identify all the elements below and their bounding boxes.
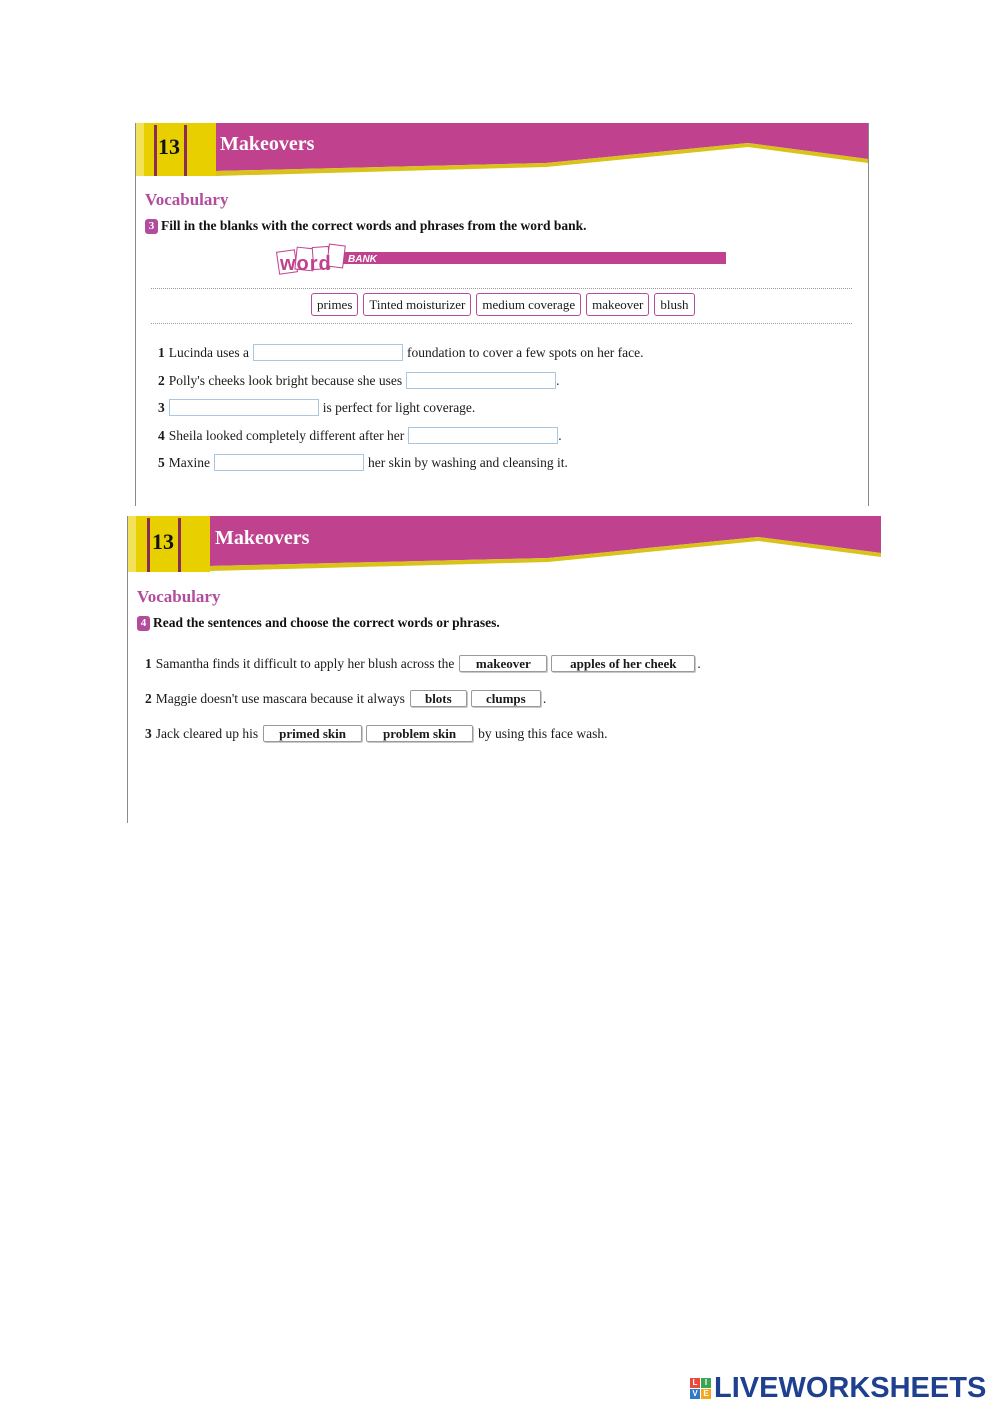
live-icon-letter: I — [701, 1378, 711, 1388]
sentence-number: 3 — [145, 725, 152, 741]
divider-bottom — [151, 323, 852, 324]
sentence-text-before: Maggie doesn't use mascara because it always — [155, 690, 405, 706]
sentence-number: 3 — [158, 399, 165, 415]
sentence-number: 5 — [158, 454, 165, 470]
choice-sentence-2 — [145, 690, 546, 707]
word-bank-item[interactable]: Tinted moisturizer — [363, 293, 471, 316]
sentence-text-after: . — [558, 427, 562, 443]
unit-banner — [136, 123, 868, 179]
sentence-3 — [158, 399, 475, 416]
sentence-text-after: her skin by washing and cleansing it. — [368, 454, 568, 470]
choice-option[interactable]: blots — [410, 690, 467, 707]
live-icon-letter: L — [690, 1378, 700, 1388]
sentence-number: 1 — [158, 344, 165, 360]
choice-option[interactable]: clumps — [471, 690, 541, 707]
sentence-text-after: . — [697, 655, 701, 671]
answer-blank[interactable] — [406, 372, 556, 389]
word-bank-banner — [276, 243, 728, 279]
unit-banner — [128, 516, 881, 573]
sentence-number: 2 — [158, 372, 165, 388]
unit-title: Makeovers — [215, 527, 310, 549]
exercise-number-badge: 4 — [137, 616, 150, 631]
choice-option[interactable]: makeover — [459, 655, 547, 672]
exercise-number-badge: 3 — [145, 219, 158, 234]
sentence-text-after: is perfect for light coverage. — [322, 399, 476, 415]
choice-option[interactable]: primed skin — [263, 725, 362, 742]
exercise-instruction — [137, 615, 500, 631]
unit-title: Makeovers — [220, 133, 315, 155]
sentence-5 — [158, 454, 568, 471]
sentence-text-before: Sheila looked completely different after her — [168, 427, 405, 443]
live-icon-letter: V — [690, 1389, 700, 1399]
word-bank-item[interactable]: medium coverage — [476, 293, 581, 316]
live-icon-letter: E — [701, 1389, 711, 1399]
sentence-text-before: Jack cleared up his — [155, 725, 259, 741]
instruction-text: Fill in the blanks with the correct words and phrases from the word bank. — [161, 218, 587, 233]
instruction-text: Read the sentences and choose the correct words or phrases. — [153, 615, 500, 630]
word-bank-item[interactable]: primes — [311, 293, 358, 316]
sentence-number: 2 — [145, 690, 152, 706]
sentence-text-after: . — [542, 690, 547, 706]
unit-number: 13 — [158, 134, 180, 159]
sentence-number: 1 — [145, 655, 152, 671]
sentence-2 — [158, 372, 560, 389]
word-bank-item[interactable]: blush — [654, 293, 694, 316]
unit-number: 13 — [152, 529, 174, 554]
section-title: Vocabulary — [145, 190, 229, 209]
answer-blank[interactable] — [408, 427, 558, 444]
liveworksheets-logo — [690, 1372, 986, 1405]
sentence-text-after: . — [556, 372, 560, 388]
word-bank-list — [311, 293, 695, 316]
sentence-4 — [158, 427, 562, 444]
sentence-text-after: foundation to cover a few spots on her face. — [406, 344, 644, 360]
sentence-text-before: Maxine — [168, 454, 210, 470]
sentence-text-before: Polly's cheeks look bright because she uses — [168, 372, 403, 388]
sentence-text-before: Lucinda uses a — [168, 344, 249, 360]
answer-blank[interactable] — [253, 344, 403, 361]
choice-sentence-3 — [145, 725, 607, 742]
choice-option[interactable]: problem skin — [366, 725, 473, 742]
exercise-panel-choose — [127, 516, 881, 823]
exercise-panel-fill-blanks — [135, 123, 869, 506]
choice-sentence-1 — [145, 655, 701, 672]
answer-blank[interactable] — [169, 399, 319, 416]
word-bank-logo-word: word — [280, 253, 332, 275]
word-bank-logo-bank: BANK — [348, 254, 377, 265]
exercise-instruction — [145, 218, 587, 234]
sentence-1 — [158, 344, 644, 361]
section-title: Vocabulary — [137, 587, 221, 606]
sentence-text-before: Samantha finds it difficult to apply her blush across the — [155, 655, 455, 671]
logo-text: LIVEWORKSHEETS — [714, 1372, 987, 1404]
word-bank-item[interactable]: makeover — [586, 293, 649, 316]
divider-top — [151, 288, 852, 289]
sentence-text-after: by using this face wash. — [478, 725, 608, 741]
sentence-number: 4 — [158, 427, 165, 443]
choice-option[interactable]: apples of her cheek — [551, 655, 695, 672]
answer-blank[interactable] — [214, 454, 364, 471]
live-icon — [690, 1378, 711, 1399]
